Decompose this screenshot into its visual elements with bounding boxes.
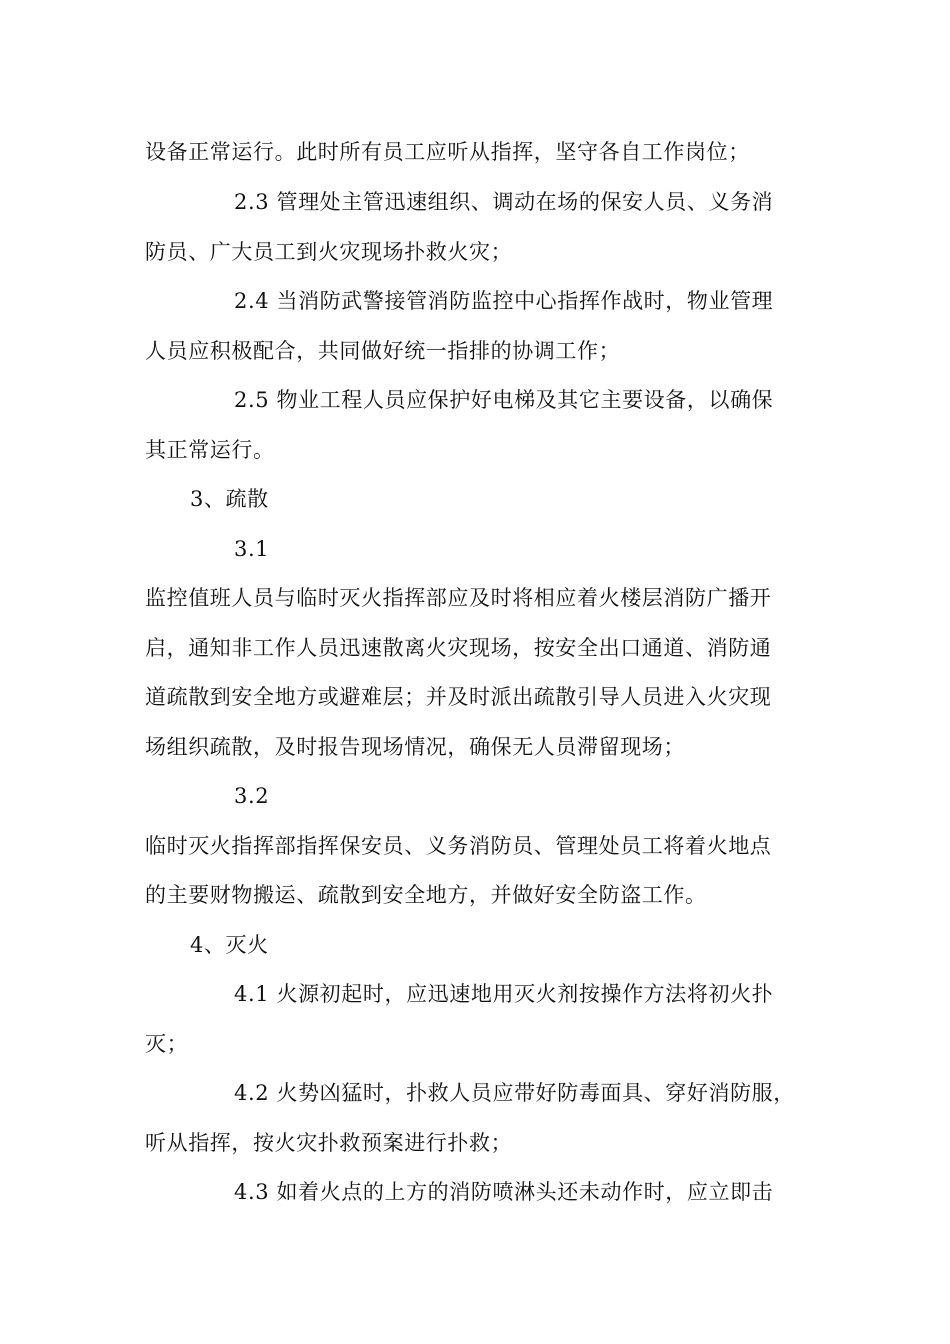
text-line: 其正常运行。	[145, 438, 275, 462]
text-line: 4.2 火势凶猛时，扑救人员应带好防毒面具、穿好消防服，	[234, 1081, 795, 1105]
text-line: 场组织疏散，及时报告现场情况，确保无人员滞留现场；	[145, 735, 685, 759]
text-line: 人员应积极配合，共同做好统一指排的协调工作；	[145, 339, 621, 363]
text-line: 的主要财物搬运、疏散到安全地方，并做好安全防盗工作。	[145, 883, 707, 907]
text-line: 听从指挥，按火灾扑救预案进行扑救；	[145, 1131, 513, 1155]
text-line: 监控值班人员与临时灭火指挥部应及时将相应着火楼层消防广播开	[145, 586, 772, 610]
text-line: 4.3 如着火点的上方的消防喷淋头还未动作时，应立即击	[234, 1180, 774, 1204]
text-line: 灭；	[145, 1032, 189, 1056]
text-line: 启，通知非工作人员迅速散离火灾现场，按安全出口通道、消防通	[145, 636, 772, 660]
subsection-number: 3.2	[234, 784, 270, 808]
text-line: 临时灭火指挥部指挥保安员、义务消防员、管理处员工将着火地点	[145, 834, 772, 858]
text-line: 4.1 火源初起时，应迅速地用灭火剂按操作方法将初火扑	[234, 982, 774, 1006]
section-heading: 4、灭火	[190, 933, 269, 957]
text-line: 防员、广大员工到火灾现场扑救火灾；	[145, 240, 513, 264]
text-line: 道疏散到安全地方或避难层；并及时派出疏散引导人员进入火灾现	[145, 685, 772, 709]
text-line: 2.4 当消防武警接管消防监控中心指挥作战时，物业管理	[234, 289, 774, 313]
text-line: 设备正常运行。此时所有员工应听从指挥，坚守各自工作岗位；	[145, 140, 750, 164]
text-line: 2.3 管理处主管迅速组织、调动在场的保安人员、义务消	[234, 190, 774, 214]
subsection-number: 3.1	[234, 537, 270, 561]
section-heading: 3、疏散	[190, 487, 269, 511]
text-line: 2.5 物业工程人员应保护好电梯及其它主要设备，以确保	[234, 388, 774, 412]
